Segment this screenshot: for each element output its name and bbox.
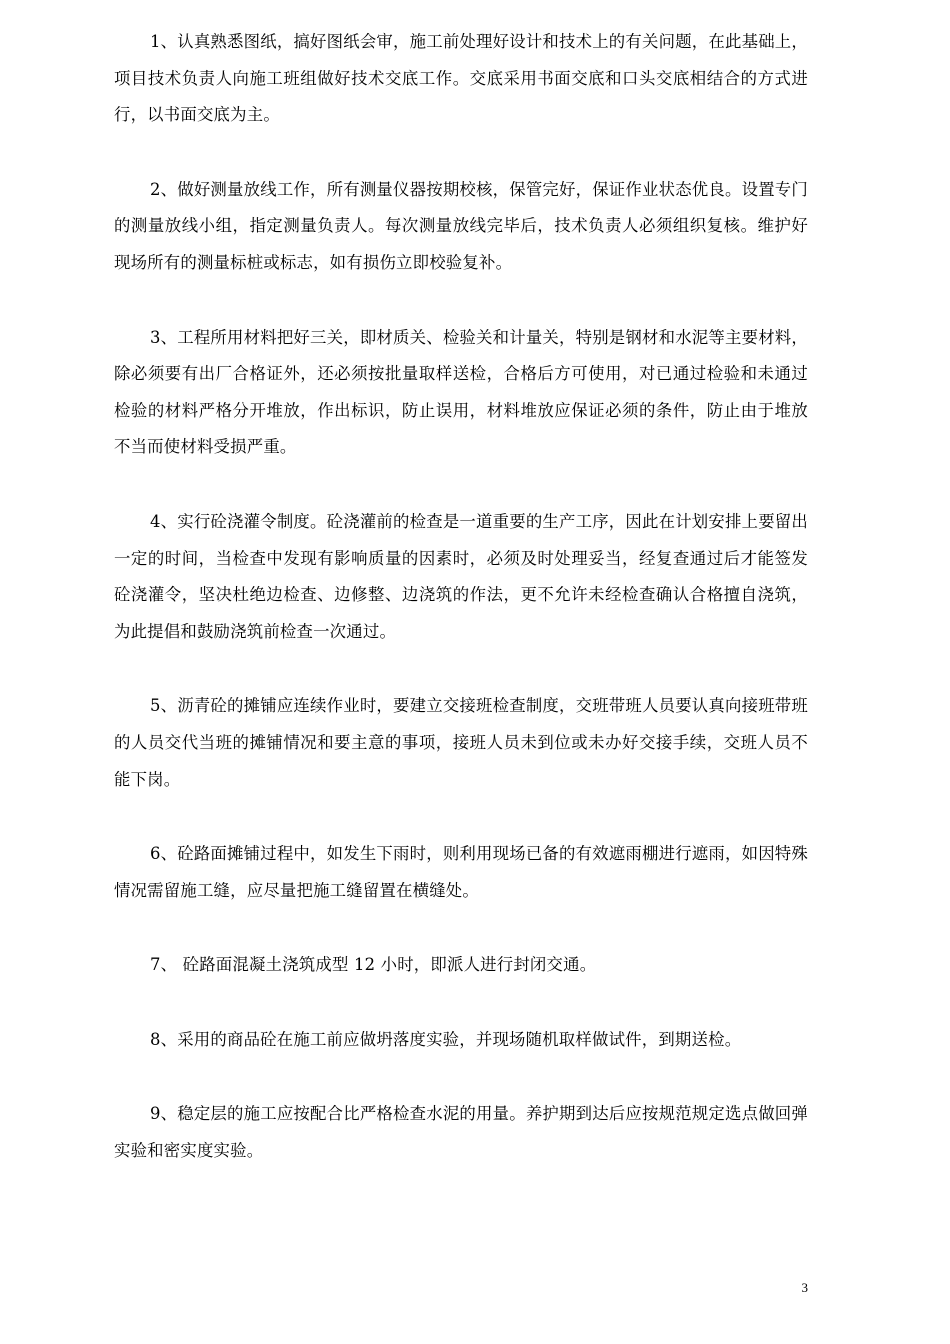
paragraph-7: 7、 砼路面混凝土浇筑成型 12 小时，即派人进行封闭交通。 xyxy=(150,955,597,975)
page-number: 3 xyxy=(801,1280,808,1295)
document-body xyxy=(114,24,808,1208)
paragraph-4: 4、实行砼浇灌令制度。砼浇灌前的检查是一道重要的生产工序，因此在计划安排上要留出一定的时间，当检查中发现有影响质量的因素时，必须及时处理妥当，经复查通过后才能签发砼浇灌令，坚决杜绝边检查、边修整、边浇筑的作法，更不允许未经检查确认合格擅自浇筑，为此提倡和鼓励浇筑前检查一次通过。 xyxy=(114,511,808,641)
paragraph-5: 5、沥青砼的摊铺应连续作业时，要建立交接班检查制度，交班带班人员要认真向接班带班的人员交代当班的摊铺情况和要主意的事项，接班人员未到位或未办好交接手续，交班人员不能下岗。 xyxy=(114,696,808,789)
paragraph-8: 8、采用的商品砼在施工前应做坍落度实验，并现场随机取样做试件，到期送检。 xyxy=(150,1029,742,1049)
paragraph-9: 9、稳定层的施工应按配合比严格检查水泥的用量。养护期到达后应按规范规定选点做回弹实验和密实度实验。 xyxy=(114,1104,808,1161)
paragraph-6: 6、砼路面摊铺过程中，如发生下雨时，则利用现场已备的有效遮雨棚进行遮雨，如因特殊情况需留施工缝，应尽量把施工缝留置在横缝处。 xyxy=(114,844,808,900)
paragraph-3: 3、工程所用材料把好三关，即材质关、检验关和计量关，特别是钢材和水泥等主要材料，除必须要有出厂合格证外，还必须按批量取样送检，合格后方可使用，对已通过检验和未通过检验的材料严格分开堆放，作出标识，防止误用，材料堆放应保证必须的条件，防止由于堆放不当而使材料受损严重。 xyxy=(114,327,808,457)
paragraph-1: 1、认真熟悉图纸，搞好图纸会审，施工前处理好设计和技术上的有关问题，在此基础上，项目技术负责人向施工班组做好技术交底工作。交底采用书面交底和口头交底相结合的方式进行，以书面交底为主。 xyxy=(114,32,808,125)
paragraph-2: 2、做好测量放线工作，所有测量仪器按期校核，保管完好，保证作业状态优良。设置专门的测量放线小组，指定测量负责人。每次测量放线完毕后，技术负责人必须组织复核。维护好现场所有的测量标桩或标志，如有损伤立即校验复补。 xyxy=(114,179,808,272)
